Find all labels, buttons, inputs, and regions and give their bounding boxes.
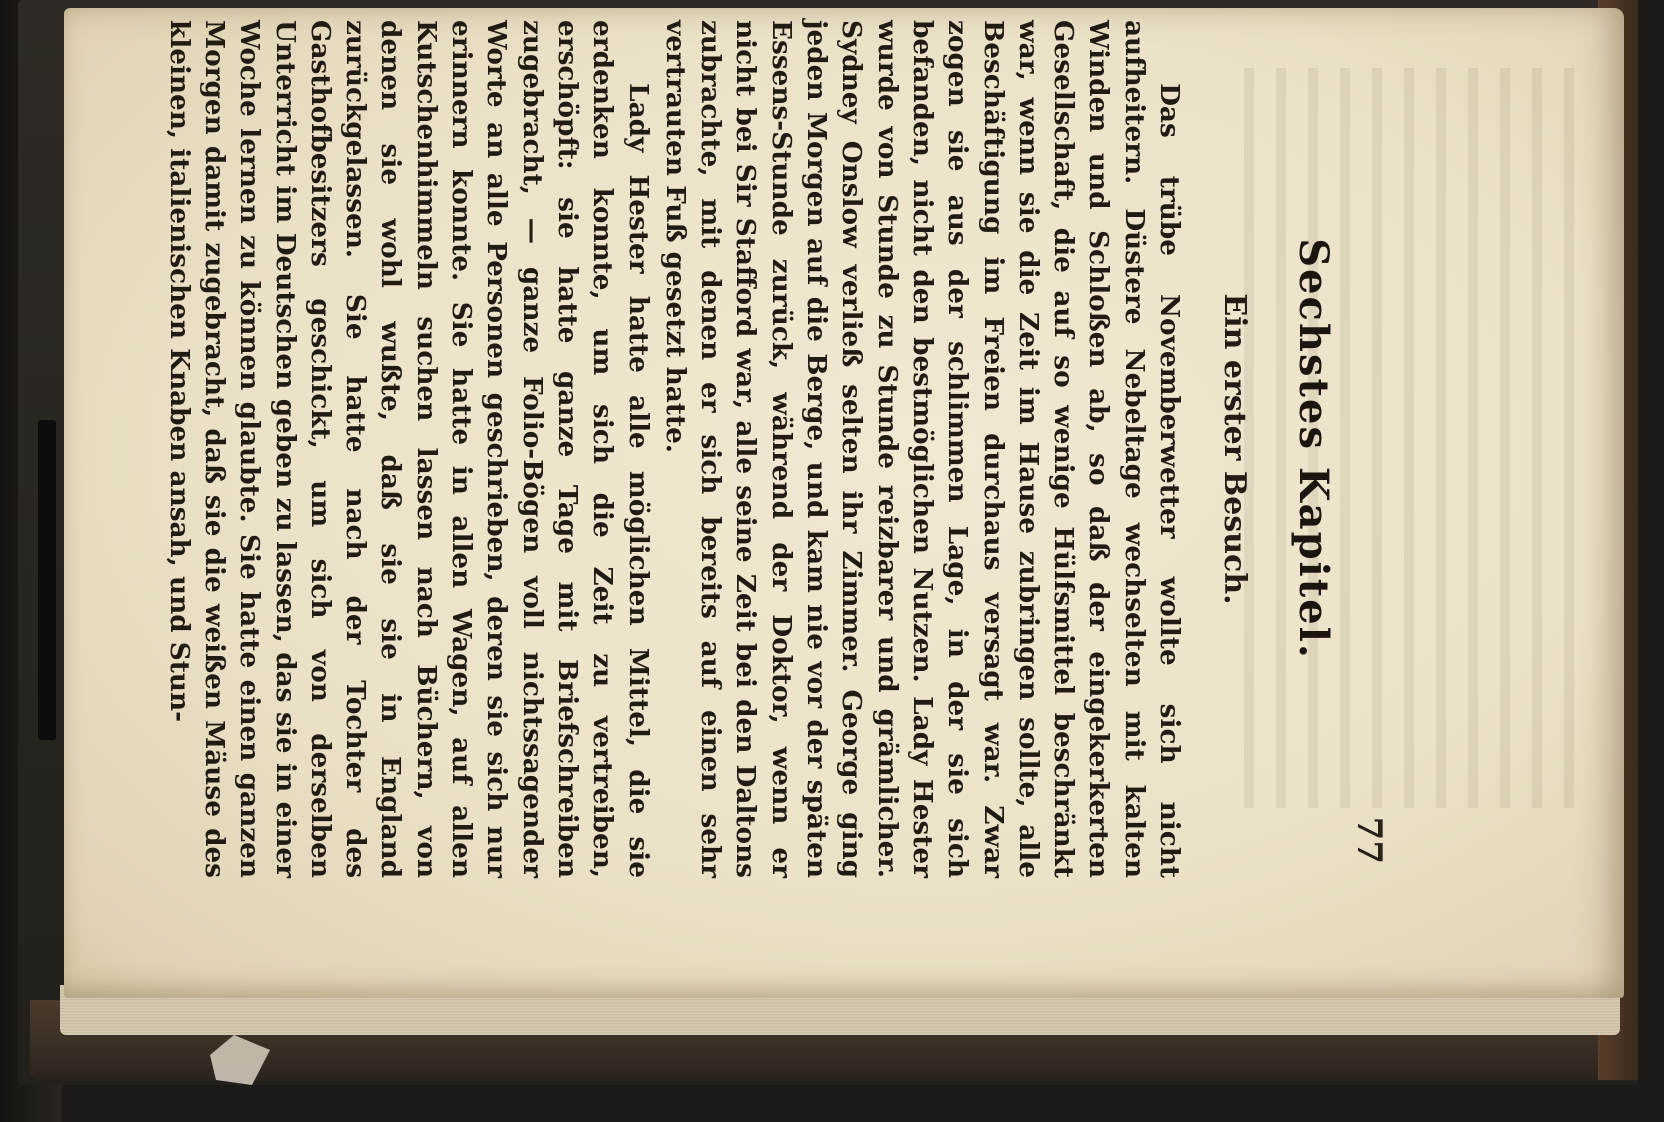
- chapter-subtitle: Ein erster Besuch.: [1217, 293, 1252, 605]
- paragraph-2: Lady Hester hatte alle möglichen Mittel, die sie erdenken konnte, um sich die Zeit zu vertreiben, erschöpft: sie hatte ganze Tage mit Briefschreiben zugebracht, — ganze Folio-Bögen voll nichtssagender Worte an alle Personen geschrieben, deren sie sich nur erinnern konnte. Sie hatte in allen Wagen, auf allen Kutschenhimmeln suchen lassen nach Büchern, von denen sie wohl wußte, daß sie sie in England zurückgelassen. Sie hatte nach der Tochter des Gasthofbesitzers geschickt, um sich von derselben Unterricht im Deutschen geben zu lassen, das sie in einer Woche lernen zu können glaubte. Sie hatte einen ganzen Morgen damit zugebracht, daß sie die weißen Mäuse des kleinen, italienischen Knaben ansah, und Stun-: [163, 20, 654, 878]
- page-text-block: [85, 20, 1395, 878]
- chapter-title: Sechstes Kapitel.: [1290, 238, 1337, 660]
- paragraph-1: Das trübe Novemberwetter wollte sich nicht aufheitern. Düstere Nebeltage wechselten mit kalten Winden und Schloßen ab, so daß der eingekerkerten Gesellschaft, die auf so wenige Hülfsmittel beschränkt war, wenn sie die Zeit im Hause zubringen sollte, alle Beschäftigung im Freien durchaus versagt war. Zwar zogen sie aus der schlimmen Lage, in der sie sich befanden, nicht den bestmöglichen Nutzen. Lady Hester wurde von Stunde zu Stunde reizbarer und grämlicher. Sydney Onslow verließ selten ihr Zimmer. George ging jeden Morgen auf die Berge, und kam nie vor der späten Essens-Stunde zurück, während der Doktor, wenn er nicht bei Sir Stafford war, alle seine Zeit bei den Daltons zubrachte, mit denen er sich bereits auf einen sehr vertrauten Fuß gesetzt hatte.: [659, 20, 1185, 878]
- page-number: 77: [1349, 816, 1389, 864]
- book-clasp: [38, 420, 56, 740]
